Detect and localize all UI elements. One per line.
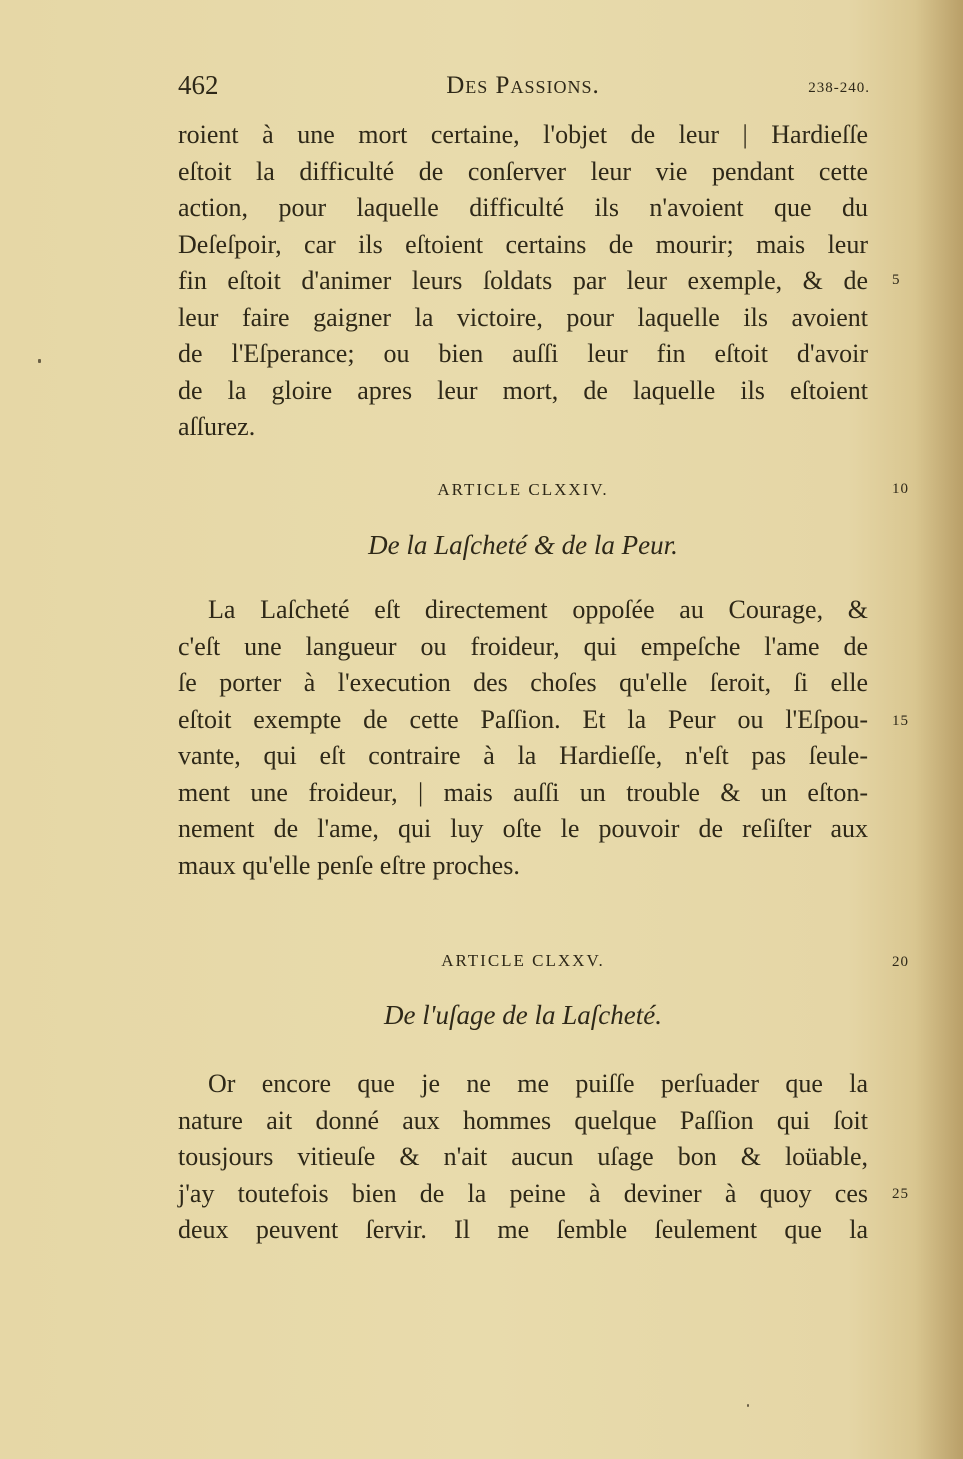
text-line: tousjours vitieuſe & n'ait aucun uſage bon & loüable, bbox=[178, 1142, 868, 1171]
text-line: c'eſt une langueur ou froideur, qui empeſche l'ame de bbox=[178, 631, 868, 661]
page-number: 462 bbox=[178, 70, 219, 100]
page-header bbox=[178, 70, 868, 106]
text-line: eſtoit la difficulté de conſerver leur vie pendant cette bbox=[178, 156, 868, 186]
article-174-body bbox=[178, 592, 868, 884]
text-line: vante, qui eſt contraire à la Hardieſſe, n'eſt pas ſeule- bbox=[178, 741, 868, 770]
text-line: de la gloire apres leur mort, de laquelle ils eſtoient bbox=[178, 375, 868, 405]
article-title: De l'uſage de la Laſcheté. bbox=[384, 1000, 662, 1030]
article-title: De la Laſcheté & de la Peur. bbox=[368, 530, 678, 560]
margin-line-number: 15 bbox=[892, 713, 909, 729]
article-heading: ARTICLE CLXXIV. bbox=[437, 480, 609, 499]
text-line: de l'Eſperance; ou bien auſſi leur fin eſtoit d'avoir bbox=[178, 339, 868, 368]
text-line: eſtoit exempte de cette Paſſion. Et la Peur ou l'Eſpou- bbox=[178, 704, 868, 734]
text-line: Or encore que je ne me puiſſe perſuader que la bbox=[208, 1069, 868, 1098]
margin-line-number: 20 bbox=[892, 954, 909, 970]
margin-line-number: 5 bbox=[892, 272, 901, 288]
text-line: nature ait donné aux hommes quelque Paſſion qui ſoit bbox=[178, 1105, 868, 1135]
text-line: roient à une mort certaine, l'objet de leur | Hardieſſe bbox=[178, 120, 868, 149]
paragraph-1 bbox=[178, 117, 868, 446]
text-line: Deſeſpoir, car ils eſtoient certains de mourir; mais leur bbox=[178, 229, 868, 259]
paper-speck bbox=[747, 1404, 749, 1407]
text-line: ſe porter à l'execution des choſes qu'elle ſeroit, ſi elle bbox=[178, 668, 868, 697]
margin-line-number: 10 bbox=[892, 481, 909, 497]
folio-reference: 238-240. bbox=[808, 80, 870, 96]
article-175-body bbox=[178, 1066, 868, 1249]
text-line: fin eſtoit d'animer leurs ſoldats par leur exemple, & de bbox=[178, 266, 868, 295]
margin-line-number: 25 bbox=[892, 1186, 909, 1202]
text-line: leur faire gaigner la victoire, pour laquelle ils avoient bbox=[178, 302, 868, 332]
text-line: ment une froideur, | mais auſſi un trouble & un eſton- bbox=[178, 777, 868, 807]
text-line: action, pour laquelle difficulté ils n'avoient que du bbox=[178, 193, 868, 222]
text-line: j'ay toutefois bien de la peine à deviner à quoy ces bbox=[178, 1178, 868, 1208]
text-line: deux peuvent ſervir. Il me ſemble ſeulement que la bbox=[178, 1215, 868, 1244]
text-line: aſſurez. bbox=[178, 412, 256, 441]
text-line: La Laſcheté eſt directement oppoſée au Courage, & bbox=[208, 595, 868, 624]
paper-speck bbox=[38, 359, 41, 363]
running-title: Des Passions. bbox=[446, 72, 600, 99]
text-line: nement de l'ame, qui luy oſte le pouvoir de reſiſter aux bbox=[178, 814, 868, 843]
text-line: maux qu'elle penſe eſtre proches. bbox=[178, 850, 520, 880]
article-heading: ARTICLE CLXXV. bbox=[441, 951, 605, 970]
